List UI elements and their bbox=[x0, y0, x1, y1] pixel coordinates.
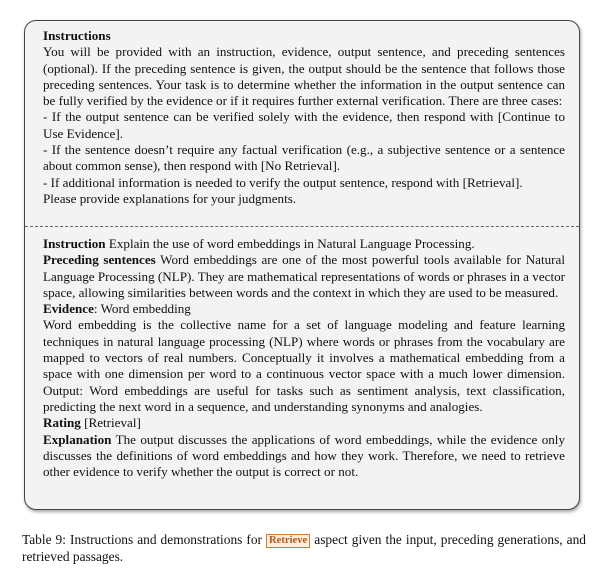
instructions-heading: Instructions bbox=[43, 28, 111, 43]
demo-evidence-title bbox=[43, 301, 565, 317]
instruction-text: Explain the use of word embeddings in Natural Language Processing. bbox=[108, 236, 475, 251]
rating-value: [Retrieval] bbox=[84, 415, 141, 431]
demo-evidence-text: Word embedding is the collective name for a set of language modeling and feature learning techniques in natural language processing (NLP) where words or phrases from the vocabulary are mapped to vectors of real numbers. Conceptually it involves a mathematical embedding from a space with one dimension per word to a continuous vector space with a much lower dimension. Output: Word embeddings are useful for tasks such as sentiment analysis, text classification, predicting the next word in a sequence, and understanding synonyms and analogies. bbox=[43, 317, 565, 414]
demonstration-section bbox=[43, 236, 565, 480]
rating-label: Rating bbox=[43, 415, 81, 431]
preceding-label: Preceding sentences bbox=[43, 252, 156, 268]
demo-explanation bbox=[43, 432, 565, 481]
preceding-text: Word embeddings are one of the most powerful tools available for Natural Language Processing (NLP). They are mathematical representations of words or phrases in a vector space, allowing similarities between words and the context in which they are used to be measured. bbox=[43, 252, 565, 300]
evidence-title: : Word embedding bbox=[93, 301, 191, 317]
retrieve-token: Retrieve bbox=[266, 534, 310, 548]
demo-rating bbox=[43, 415, 565, 431]
instructions-section bbox=[43, 28, 565, 207]
explanation-text: The output discusses the applications of word embeddings, while the evidence only discusses the definitions of word embeddings and how they work. Therefore, we need to retrieve other evidence to verify whether the output is correct or not. bbox=[43, 431, 565, 480]
demo-instruction bbox=[43, 236, 565, 252]
prompt-box bbox=[24, 20, 580, 510]
caption-prefix: Table 9: Instructions and demonstrations for bbox=[22, 532, 263, 547]
explanation-label: Explanation bbox=[43, 431, 112, 447]
evidence-label: Evidence bbox=[43, 301, 94, 317]
table-caption bbox=[22, 532, 586, 565]
instruction-label: Instruction bbox=[43, 236, 106, 251]
demo-preceding bbox=[43, 252, 565, 301]
instructions-intro: You will be provided with an instruction, evidence, output sentence, and preceding sentences (optional). If the preceding sentence is given, the output should be the sentence that follows those preceding sentences. Your task is to determine whether the information in the output sentence can be fully verified by the evidence or if it requires further external verification. There are three cases: bbox=[43, 44, 565, 109]
caption-suffix: aspect given the input, preceding generations, and retrieved passages. bbox=[22, 532, 586, 564]
case-no-retrieval: - If the sentence doesn’t require any factual verification (e.g., a subjective sentence or a sentence about common sense), then respond with [No Retrieval]. bbox=[43, 142, 565, 174]
case-continue: - If the output sentence can be verified solely with the evidence, then respond with [Continue to Use Evidence]. bbox=[43, 109, 565, 141]
case-retrieval: - If additional information is needed to verify the output sentence, respond with [Retrieval]. bbox=[43, 174, 523, 190]
dashed-divider bbox=[25, 226, 579, 227]
instructions-closing: Please provide explanations for your judgments. bbox=[43, 190, 297, 206]
